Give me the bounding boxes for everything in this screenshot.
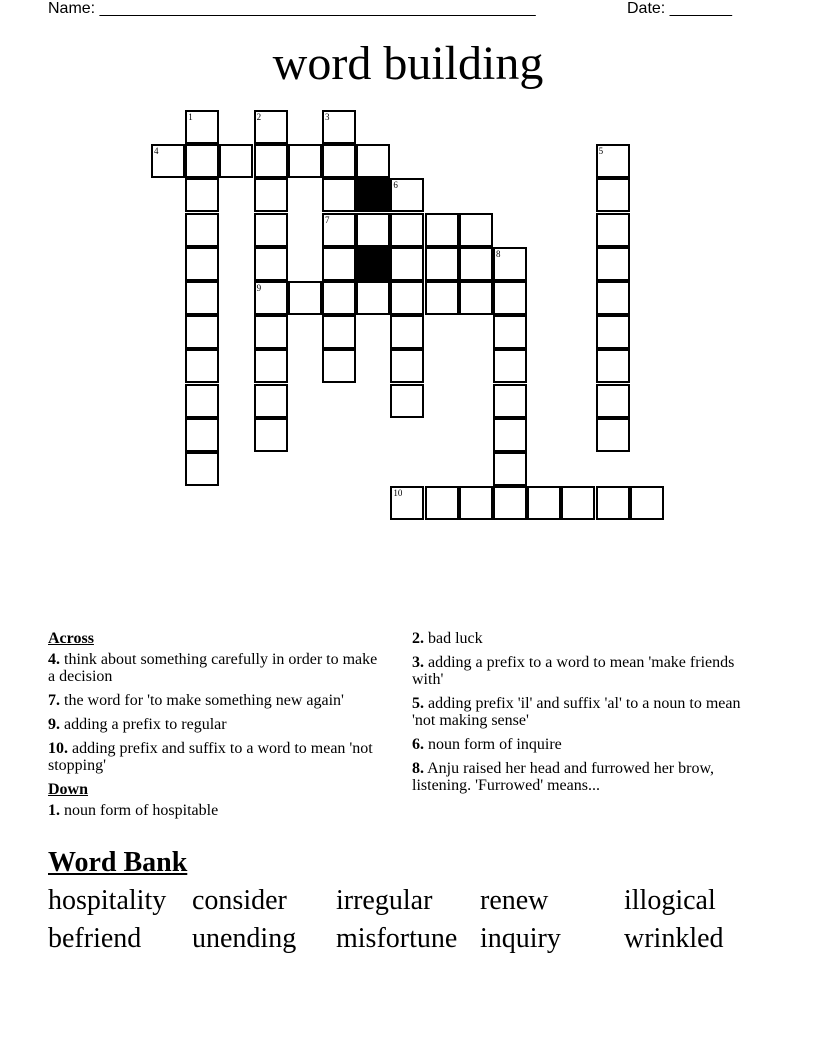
crossword-cell[interactable] (254, 315, 288, 349)
crossword-cell[interactable] (596, 315, 630, 349)
clue-number: 1. (48, 802, 60, 819)
word-bank-item: misfortune (336, 923, 458, 954)
clue-down-2 (412, 630, 762, 647)
clue-down-5 (412, 695, 762, 729)
crossword-cell[interactable] (254, 384, 288, 418)
clue-text: adding prefix 'il' and suffix 'al' to a noun to mean 'not making sense' (412, 695, 741, 729)
crossword-cell[interactable] (390, 247, 424, 281)
crossword-cell[interactable] (596, 213, 630, 247)
crossword-cell[interactable] (459, 247, 493, 281)
crossword-cell[interactable] (254, 247, 288, 281)
clue-number-label: 9 (256, 283, 262, 293)
crossword-cell-3[interactable] (322, 110, 356, 144)
crossword-cell[interactable] (322, 247, 356, 281)
word-bank-item: consider (192, 885, 287, 916)
crossword-cell[interactable] (185, 349, 219, 383)
word-bank-item: unending (192, 923, 297, 954)
crossword-cell[interactable] (425, 247, 459, 281)
crossword-cell[interactable] (425, 213, 459, 247)
clue-number-label: 1 (188, 112, 193, 122)
page-title: word building (272, 37, 544, 90)
word-bank-item: illogical (624, 885, 716, 916)
clue-number-label: 5 (598, 146, 604, 157)
crossword-cell[interactable] (596, 349, 630, 383)
crossword-cell-1[interactable] (185, 110, 219, 144)
crossword-cell[interactable] (219, 144, 253, 178)
crossword-cell[interactable] (185, 247, 219, 281)
date-field-label: Date: _______ (627, 0, 732, 17)
crossword-cell[interactable] (493, 315, 527, 349)
crossword-cell[interactable] (185, 281, 219, 315)
crossword-cell[interactable] (561, 486, 595, 520)
crossword-cell[interactable] (459, 213, 493, 247)
crossword-cell[interactable] (493, 452, 527, 486)
crossword-cell[interactable] (425, 486, 459, 520)
clue-text: bad luck (428, 630, 483, 647)
crossword-cell-6[interactable] (390, 178, 424, 212)
word-bank-item: hospitality (48, 885, 167, 916)
name-field-label: Name: _________________________________________________ (48, 0, 536, 17)
clue-across-7 (48, 692, 388, 709)
crossword-cell[interactable] (185, 418, 219, 452)
clue-number-label: 4 (154, 146, 159, 157)
crossword-cell[interactable] (288, 144, 322, 178)
clue-number: 3. (412, 654, 424, 671)
word-bank-item: wrinkled (624, 923, 724, 954)
clues-right-column (412, 630, 762, 801)
clue-number: 10. (48, 740, 68, 757)
crossword-cell[interactable] (596, 384, 630, 418)
clue-across-9 (48, 716, 388, 733)
crossword-cell[interactable] (185, 178, 219, 212)
crossword-cell[interactable] (322, 144, 356, 178)
clue-number-label: 7 (325, 214, 330, 225)
clue-down-3 (412, 654, 762, 688)
crossword-block (356, 247, 390, 281)
crossword-cell[interactable] (322, 178, 356, 212)
crossword-cell-10[interactable] (390, 486, 424, 520)
clue-text: the word for 'to make something new again' (64, 692, 344, 709)
crossword-cell[interactable] (185, 213, 219, 247)
clue-text: adding a prefix to a word to mean 'make friends with' (412, 654, 735, 688)
clue-text: adding prefix and suffix to a word to mean 'not stopping' (48, 740, 373, 774)
clue-number-label: 3 (325, 112, 330, 122)
crossword-cell-2[interactable] (254, 110, 288, 144)
crossword-cell[interactable] (390, 315, 424, 349)
clue-number-label: 8 (496, 248, 501, 259)
crossword-cell[interactable] (254, 178, 288, 212)
crossword-cell[interactable] (185, 315, 219, 349)
word-bank-item: renew (480, 885, 549, 916)
word-bank-title: Word Bank (48, 847, 188, 878)
crossword-cell[interactable] (596, 178, 630, 212)
crossword-cell[interactable] (527, 486, 561, 520)
crossword-cell[interactable] (596, 418, 630, 452)
clue-number-label: 6 (393, 180, 398, 191)
word-bank-item: befriend (48, 923, 142, 954)
clue-number: 5. (412, 695, 424, 712)
clue-across-10 (48, 740, 388, 774)
clue-number: 6. (412, 736, 424, 753)
crossword-cell[interactable] (356, 144, 390, 178)
crossword-cell[interactable] (493, 349, 527, 383)
crossword-cell[interactable] (493, 418, 527, 452)
clue-number-label: 2 (256, 112, 262, 122)
crossword-cell[interactable] (390, 281, 424, 315)
clue-across-4 (48, 651, 388, 685)
crossword-cell[interactable] (630, 486, 664, 520)
crossword-cell[interactable] (596, 281, 630, 315)
crossword-cell[interactable] (185, 384, 219, 418)
crossword-cell[interactable] (596, 247, 630, 281)
word-bank-item: inquiry (480, 923, 561, 954)
crossword-cell[interactable] (390, 349, 424, 383)
crossword-cell[interactable] (254, 349, 288, 383)
crossword-cell-8[interactable] (493, 247, 527, 281)
crossword-cell[interactable] (254, 213, 288, 247)
crossword-cell[interactable] (390, 213, 424, 247)
clue-number-label: 10 (393, 488, 403, 499)
crossword-cell-9[interactable] (254, 281, 288, 315)
crossword-cell[interactable] (322, 281, 356, 315)
crossword-cell[interactable] (288, 281, 322, 315)
across-heading: Across (48, 630, 94, 647)
clue-down-6 (412, 736, 762, 753)
clue-number: 4. (48, 651, 60, 668)
clue-number: 9. (48, 716, 60, 733)
crossword-cell-4[interactable] (151, 144, 185, 178)
clue-text: Anju raised her head and furrowed her brow, listening. 'Furrowed' means... (412, 760, 714, 794)
crossword-cell[interactable] (596, 486, 630, 520)
clue-down-8 (412, 760, 762, 794)
crossword-cell[interactable] (185, 144, 219, 178)
clue-number: 2. (412, 630, 424, 647)
crossword-cell[interactable] (356, 213, 390, 247)
crossword-cell[interactable] (459, 281, 493, 315)
crossword-cell-7[interactable] (322, 213, 356, 247)
crossword-cell[interactable] (459, 486, 493, 520)
crossword-cell[interactable] (254, 418, 288, 452)
crossword-cell[interactable] (425, 281, 459, 315)
clue-text: adding a prefix to regular (64, 716, 227, 733)
word-bank-item: irregular (336, 885, 433, 916)
crossword-block (356, 178, 390, 212)
crossword-cell[interactable] (322, 315, 356, 349)
clue-text: think about something carefully in order to make a decision (48, 651, 378, 685)
crossword-cell[interactable] (493, 486, 527, 520)
crossword-cell[interactable] (493, 281, 527, 315)
down-heading: Down (48, 781, 89, 798)
crossword-cell[interactable] (390, 384, 424, 418)
crossword-cell[interactable] (322, 349, 356, 383)
crossword-cell-5[interactable] (596, 144, 630, 178)
clue-number: 7. (48, 692, 60, 709)
crossword-cell[interactable] (185, 452, 219, 486)
crossword-cell[interactable] (254, 144, 288, 178)
crossword-cell[interactable] (356, 281, 390, 315)
clue-text: noun form of inquire (428, 736, 562, 753)
clue-text: noun form of hospitable (64, 802, 219, 819)
crossword-cell[interactable] (493, 384, 527, 418)
clues-left-column (48, 630, 388, 826)
clue-number: 8. (412, 760, 424, 777)
clue-down-1 (48, 802, 388, 819)
